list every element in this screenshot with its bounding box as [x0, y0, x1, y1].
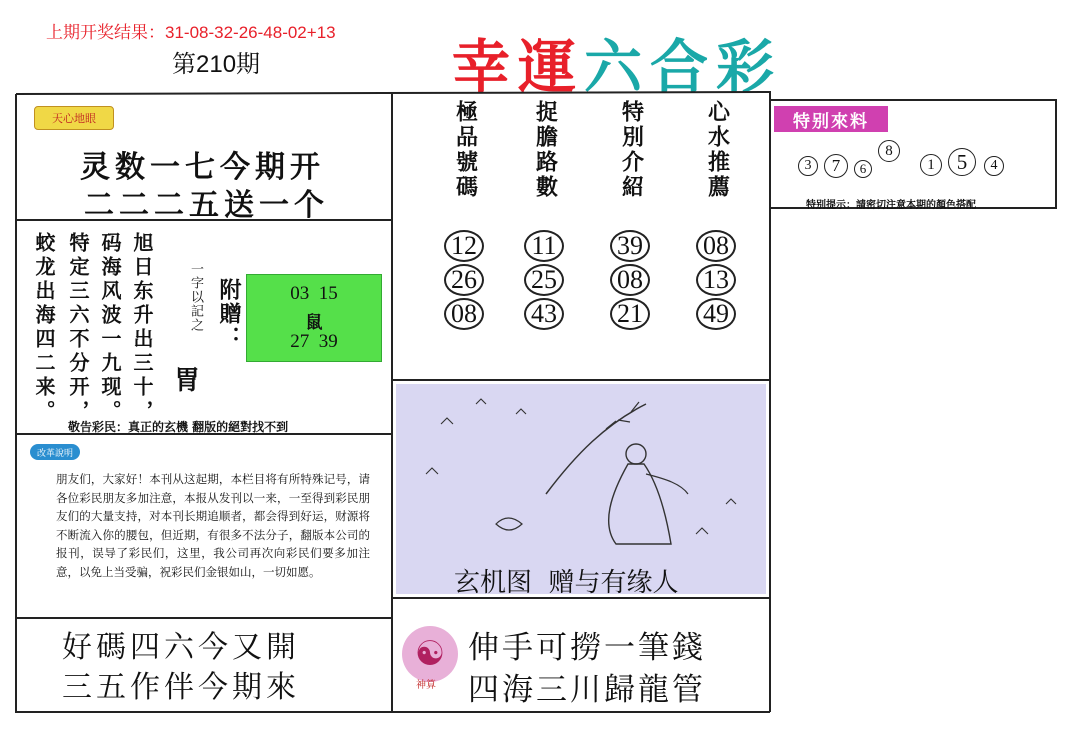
column-4-num: 13 [696, 264, 736, 296]
gift-numbers-bottom: 27 39 [290, 331, 338, 352]
logo-part2: 六合彩 [584, 33, 783, 101]
poem-line-4: 蛟龙出海四二来。 [32, 232, 56, 424]
gift-box [246, 274, 382, 362]
column-1-num: 12 [444, 230, 484, 262]
column-3-num: 39 [610, 230, 650, 262]
column-3 [610, 100, 654, 332]
column-1-num: 08 [444, 298, 484, 330]
notice-tag: 改革說明 [30, 444, 80, 460]
column-2-num: 43 [524, 298, 564, 330]
headline-line1: 灵数一七今期开 [80, 150, 325, 185]
special-digit: 7 [824, 154, 848, 178]
special-digit: 3 [798, 156, 818, 176]
column-4-num: 49 [696, 298, 736, 330]
column-4-num: 08 [696, 230, 736, 262]
special-digit: 6 [854, 160, 872, 178]
column-1 [444, 100, 488, 332]
logo-part1: 幸運 [452, 33, 585, 101]
gift-char: 胃 [174, 366, 201, 396]
bottom-left-line1: 好碼四六今又開 [62, 630, 300, 665]
column-2-title: 捉膽路數 [532, 100, 559, 200]
poem-line-2: 码海风波一九现。 [98, 232, 122, 424]
column-2-num: 11 [524, 230, 564, 262]
column-2 [524, 100, 568, 332]
fairy-illustration [396, 384, 766, 554]
special-hint: 特别提示：請密切注意本期的顏色搭配 [806, 200, 976, 211]
column-3-title: 特別介紹 [618, 100, 645, 200]
bottom-right-line2: 四海三川歸龍管 [468, 672, 706, 708]
badge-text: 神算 [416, 680, 436, 691]
last-result: 上期开奖结果：31-08-32-26-48-02+13 [46, 23, 336, 42]
illustration-panel [396, 384, 766, 598]
bottom-left-line2: 三五作伴今期來 [62, 670, 300, 705]
gift-zodiac: 鼠 [305, 313, 323, 333]
poem-line-3: 特定三六不分开， [66, 232, 90, 424]
notice-body: 朋友们，大家好！本刊从这起期，本栏目将有所特殊记号，请各位彩民朋友多加注意，本报从发刊以一来，一至得到彩民朋友们的大量支持，对本刊长期追顺者，都会得到好运，财源将不断流入你的腰包，但近期，有很多不法分子，翻版本公司的报刊，误导了彩民们，这里，我公司再次向彩民们要多加注意，以免上当受骗，祝彩民们金银如山，一切如愿。 [56, 472, 370, 579]
special-digits [798, 140, 1018, 190]
column-3-num: 21 [610, 298, 650, 330]
special-title: 特别來料 [774, 106, 888, 132]
special-digit: 4 [984, 156, 1004, 176]
yin-yang-icon: ☯ [414, 634, 446, 674]
poem-line-1: 旭日东升出三十， [130, 232, 154, 424]
special-digit: 8 [878, 140, 900, 162]
special-digit: 1 [920, 154, 942, 176]
bottom-right-line1: 伸手可撈一筆錢 [468, 630, 706, 666]
column-2-num: 25 [524, 264, 564, 296]
yin-yang-badge [402, 626, 458, 682]
column-1-title: 極品號碼 [452, 100, 479, 200]
issue-number: 第210期 [172, 51, 261, 78]
gift-label: 附贈： [216, 278, 242, 350]
warning-text: 敬告彩民：真正的玄機 翻版的絕對找不到 [68, 420, 289, 434]
tag-label: 天心地眼 [34, 106, 114, 130]
column-1-num: 26 [444, 264, 484, 296]
column-3-num: 08 [610, 264, 650, 296]
gift-side-note: 一字以記之 [188, 262, 203, 332]
gift-numbers-top: 03 15 [290, 283, 338, 304]
special-digit: 5 [948, 148, 976, 176]
column-4-title: 心水推薦 [704, 100, 731, 200]
headline-line2: 二二二五送一个 [84, 188, 329, 223]
column-4 [696, 100, 740, 332]
illustration-caption: 玄机图 赠与有缘人 [454, 568, 679, 598]
